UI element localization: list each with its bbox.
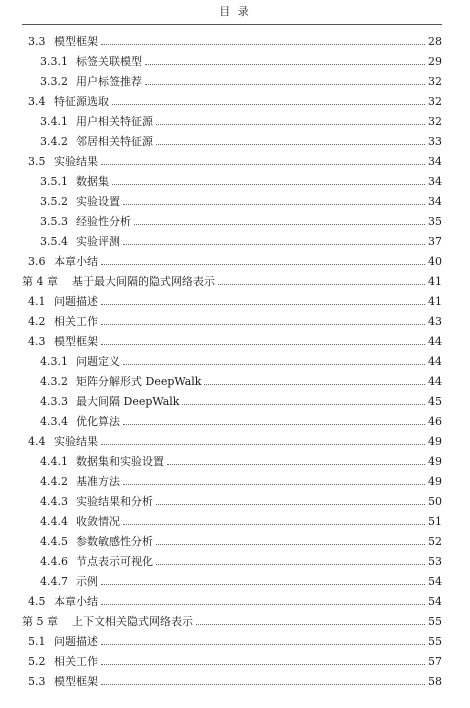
toc-entry-title: 问题描述 — [54, 295, 98, 308]
header-rule — [22, 24, 442, 25]
toc-entry-page-number: 43 — [428, 314, 442, 328]
toc-entry-page-number: 49 — [428, 434, 442, 448]
dot-leader — [112, 103, 425, 105]
toc-entry-number: 3.5.3 — [40, 214, 68, 228]
toc-entry-number: 3.6 — [28, 254, 46, 268]
toc-entry-page-number: 49 — [428, 454, 442, 468]
dot-leader — [101, 583, 425, 585]
toc-entry-number: 4.4.2 — [40, 474, 68, 488]
toc-entry[interactable] — [40, 512, 442, 530]
toc-entry-title: 邻居相关特征源 — [76, 135, 153, 148]
toc-entry-number: 4.3.2 — [40, 374, 68, 388]
toc-entry-number: 4.4.6 — [40, 554, 68, 568]
toc-entry-number: 3.5.2 — [40, 194, 68, 208]
toc-entry-number: 4.5 — [28, 594, 46, 608]
toc-entry[interactable] — [28, 652, 442, 670]
toc-entry-title: 问题定义 — [76, 355, 120, 368]
toc-entry-title: 经验性分析 — [76, 215, 131, 228]
toc-entry-page-number: 44 — [428, 374, 442, 388]
toc-entry[interactable] — [40, 392, 442, 410]
toc-entry-number: 3.5 — [28, 154, 46, 168]
toc-entry-number: 4.3.3 — [40, 394, 68, 408]
toc-entry[interactable] — [40, 112, 442, 130]
toc-entry-number: 4.3.4 — [40, 414, 68, 428]
toc-entry-page-number: 32 — [428, 74, 442, 88]
toc-entry-number: 4.2 — [28, 314, 46, 328]
dot-leader — [101, 263, 425, 265]
toc-entry-title: 用户相关特征源 — [76, 115, 153, 128]
toc-entry-title: 模型框架 — [54, 335, 98, 348]
toc-entry[interactable] — [28, 292, 442, 310]
toc-entry-title: 实验设置 — [76, 195, 120, 208]
toc-entry-page-number: 44 — [428, 354, 442, 368]
toc-entry[interactable] — [40, 552, 442, 570]
toc-entry-page-number: 32 — [428, 94, 442, 108]
toc-chapter-entry[interactable] — [22, 612, 442, 630]
toc-entry[interactable] — [40, 372, 442, 390]
toc-entry-title: 优化算法 — [76, 415, 120, 428]
toc-entry-title: 特征源选取 — [54, 95, 109, 108]
toc-entry-number: 4.4.5 — [40, 534, 68, 548]
toc-entry-page-number: 57 — [428, 654, 442, 668]
toc-entry-page-number: 46 — [428, 414, 442, 428]
dot-leader — [101, 603, 425, 605]
dot-leader — [123, 243, 425, 245]
toc-entry-title: 矩阵分解形式 DeepWalk — [76, 375, 202, 388]
toc-entry-number: 第 4 章 — [22, 275, 58, 288]
toc-entry[interactable] — [28, 312, 442, 330]
toc-entry[interactable] — [40, 132, 442, 150]
dot-leader — [101, 683, 425, 685]
toc-entry[interactable] — [28, 672, 442, 690]
toc-entry-number: 4.3 — [28, 334, 46, 348]
toc-entry[interactable] — [40, 492, 442, 510]
dot-leader — [123, 483, 425, 485]
dot-leader — [101, 163, 425, 165]
toc-entry[interactable] — [40, 572, 442, 590]
toc-entry-page-number: 55 — [428, 614, 442, 628]
toc-entry-title: 最大间隔 DeepWalk — [76, 395, 180, 408]
toc-entry[interactable] — [28, 32, 442, 50]
toc-entry-page-number: 54 — [428, 574, 442, 588]
dot-leader — [204, 383, 425, 385]
dot-leader — [123, 363, 425, 365]
toc-entry-title: 节点表示可视化 — [76, 555, 153, 568]
toc-entry[interactable] — [40, 472, 442, 490]
toc-entry-title: 本章小结 — [54, 255, 98, 268]
toc-entry-number: 4.3.1 — [40, 354, 68, 368]
toc-entry-number: 3.4.2 — [40, 134, 68, 148]
toc-entry-number: 4.1 — [28, 294, 46, 308]
toc-entry[interactable] — [40, 212, 442, 230]
toc-entry[interactable] — [40, 452, 442, 470]
dot-leader — [196, 623, 425, 625]
toc-entry-title: 模型框架 — [54, 675, 98, 688]
toc-entry-page-number: 51 — [428, 514, 442, 528]
toc-entry-title: 问题描述 — [54, 635, 98, 648]
toc-entry-title: 用户标签推荐 — [76, 75, 142, 88]
dot-leader — [101, 443, 425, 445]
toc-entry-page-number: 53 — [428, 554, 442, 568]
toc-entry-page-number: 34 — [428, 154, 442, 168]
toc-entry-title: 数据集和实验设置 — [76, 455, 164, 468]
toc-entry-title: 基于最大间隔的隐式网络表示 — [72, 275, 215, 288]
dot-leader — [145, 63, 425, 65]
toc-entry-page-number: 45 — [428, 394, 442, 408]
dot-leader — [101, 323, 425, 325]
toc-entry-page-number: 37 — [428, 234, 442, 248]
toc-entry-title: 示例 — [76, 575, 98, 588]
dot-leader — [156, 543, 425, 545]
toc-entry-title: 上下文相关隐式网络表示 — [72, 615, 193, 628]
toc-entry-page-number: 40 — [428, 254, 442, 268]
toc-entry-page-number: 34 — [428, 194, 442, 208]
toc-entry-number: 3.5.1 — [40, 174, 68, 188]
toc-entry-title: 相关工作 — [54, 655, 98, 668]
toc-entry-page-number: 41 — [428, 274, 442, 288]
page-header: 目 录 — [219, 5, 251, 18]
toc-entry-title: 标签关联模型 — [76, 55, 142, 68]
toc-entry-number: 3.5.4 — [40, 234, 68, 248]
toc-entry[interactable] — [40, 52, 442, 70]
dot-leader — [101, 303, 425, 305]
toc-entry-page-number: 41 — [428, 294, 442, 308]
toc-entry[interactable] — [40, 72, 442, 90]
toc-entry-number: 4.4.4 — [40, 514, 68, 528]
toc-entry[interactable] — [40, 412, 442, 430]
toc-entry[interactable] — [28, 632, 442, 650]
dot-leader — [156, 143, 425, 145]
toc-entry-page-number: 29 — [428, 54, 442, 68]
toc-entry-title: 模型框架 — [54, 35, 98, 48]
toc-entry[interactable] — [28, 432, 442, 450]
dot-leader — [218, 283, 425, 285]
toc-entry[interactable] — [40, 192, 442, 210]
toc-entry-title: 数据集 — [76, 175, 109, 188]
toc-entry-page-number: 49 — [428, 474, 442, 488]
dot-leader — [101, 663, 425, 665]
dot-leader — [145, 83, 425, 85]
toc-entry-title: 实验结果 — [54, 155, 98, 168]
toc-entry-number: 4.4.7 — [40, 574, 68, 588]
toc-entry-number: 3.3.1 — [40, 54, 68, 68]
dot-leader — [101, 343, 425, 345]
toc-entry-page-number: 52 — [428, 534, 442, 548]
dot-leader — [156, 123, 425, 125]
dot-leader — [167, 463, 425, 465]
toc-entry-page-number: 54 — [428, 594, 442, 608]
toc-entry-title: 基准方法 — [76, 475, 120, 488]
toc-entry-page-number: 35 — [428, 214, 442, 228]
toc-entry-title: 实验评测 — [76, 235, 120, 248]
toc-entry[interactable] — [40, 352, 442, 370]
toc-entry-title: 相关工作 — [54, 315, 98, 328]
toc-entry-title: 参数敏感性分析 — [76, 535, 153, 548]
dot-leader — [156, 563, 425, 565]
dot-leader — [182, 403, 425, 405]
toc-entry-number: 4.4 — [28, 434, 46, 448]
toc-entry[interactable] — [40, 232, 442, 250]
toc-entry-number: 5.1 — [28, 634, 46, 648]
dot-leader — [112, 183, 425, 185]
toc-entry-page-number: 33 — [428, 134, 442, 148]
dot-leader — [101, 643, 425, 645]
toc-entry-number: 4.4.1 — [40, 454, 68, 468]
toc-entry-title: 实验结果 — [54, 435, 98, 448]
toc-entry-title: 实验结果和分析 — [76, 495, 153, 508]
toc-entry-number: 3.3.2 — [40, 74, 68, 88]
dot-leader — [156, 503, 425, 505]
toc-entry-title: 本章小结 — [54, 595, 98, 608]
toc-entry-number: 第 5 章 — [22, 615, 58, 628]
dot-leader — [123, 203, 425, 205]
toc-entry[interactable] — [28, 92, 442, 110]
toc-entry-title: 收敛情况 — [76, 515, 120, 528]
toc-entry-number: 5.2 — [28, 654, 46, 668]
toc-entry-page-number: 32 — [428, 114, 442, 128]
toc-entry[interactable] — [28, 592, 442, 610]
toc-entry-page-number: 44 — [428, 334, 442, 348]
dot-leader — [101, 43, 425, 45]
toc-entry-number: 3.4.1 — [40, 114, 68, 128]
dot-leader — [134, 223, 425, 225]
toc-entry-page-number: 34 — [428, 174, 442, 188]
toc-entry-number: 4.4.3 — [40, 494, 68, 508]
toc-entry-number: 3.4 — [28, 94, 46, 108]
toc-entry-number: 5.3 — [28, 674, 46, 688]
toc-entry-page-number: 50 — [428, 494, 442, 508]
toc-entry[interactable] — [28, 152, 442, 170]
toc-entry-page-number: 55 — [428, 634, 442, 648]
dot-leader — [123, 423, 425, 425]
toc-entry[interactable] — [40, 532, 442, 550]
toc-entry[interactable] — [28, 252, 442, 270]
toc-entry[interactable] — [28, 332, 442, 350]
toc-entry-page-number: 28 — [428, 34, 442, 48]
dot-leader — [123, 523, 425, 525]
toc-entry-page-number: 58 — [428, 674, 442, 688]
toc-entry[interactable] — [40, 172, 442, 190]
toc-chapter-entry[interactable] — [22, 272, 442, 290]
toc-entry-number: 3.3 — [28, 34, 46, 48]
